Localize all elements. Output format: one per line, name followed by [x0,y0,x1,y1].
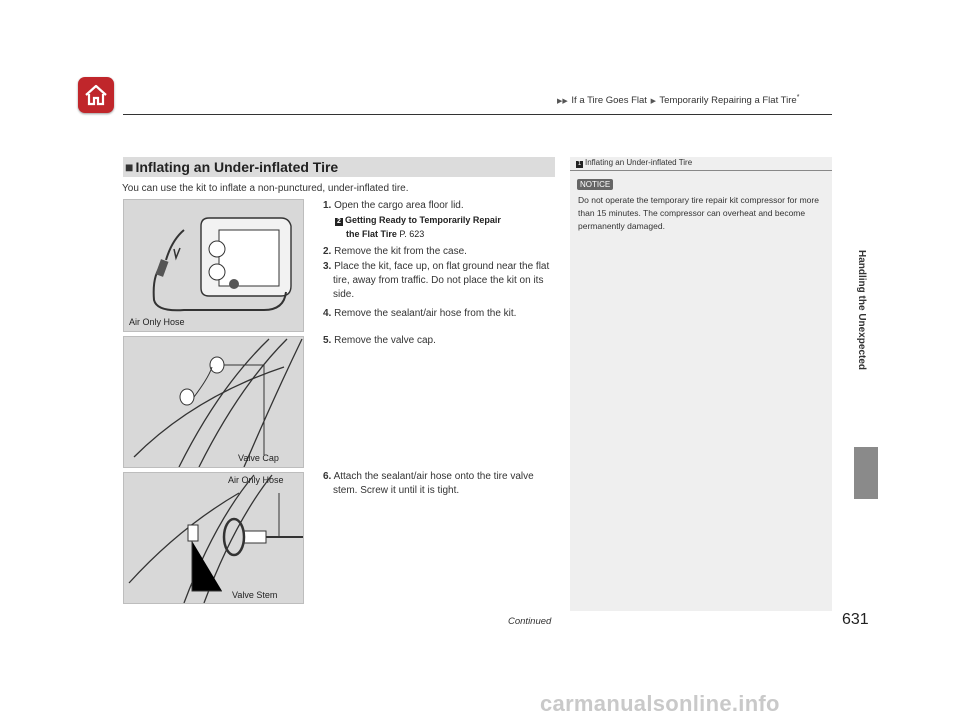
step-6: 6. Attach the sealant/air hose onto the tire valve stem. Screw it until it is tight. [323,471,534,496]
side-tab-marker [854,447,878,499]
step-5: 5. Remove the valve cap. [323,335,436,346]
step-1: 1. Open the cargo area floor lid. [323,200,464,211]
breadcrumb [556,94,799,106]
breadcrumb-item[interactable]: Temporarily Repairing a Flat Tire [659,95,797,107]
breadcrumb-asterisk: * [796,94,800,101]
label-valve-stem: Valve Stem [232,590,278,600]
cross-reference-link[interactable]: 2 Getting Ready to Temporarily Repair the Flat Tire P. 623 [335,213,501,241]
section-title: ■ Inflating an Under-inflated Tire [125,159,339,175]
square-bullet-icon: ■ [125,159,134,175]
side-tab-label: Handling the Unexpected [856,250,867,371]
illustration-kit-hose [123,199,304,332]
note-text: Do not operate the temporary tire repair kit compressor for more than 15 minutes. The compressor can overheat and become permanently damaged. [578,195,819,231]
notice-badge: NOTICE [577,179,613,190]
watermark: carmanualsonline.info [540,691,780,716]
illustration-valve-stem [123,472,304,604]
page-number: 631 [842,611,869,628]
label-air-only-hose-2: Air Only Hose [228,475,284,485]
intro-text: You can use the kit to inflate a non-punctured, under-inflated tire. [122,183,409,194]
step-4: 4. Remove the sealant/air hose from the kit. [323,308,517,319]
side-tab[interactable] [853,250,869,450]
continued-label: Continued [508,616,552,627]
breadcrumb-arrow-icon: ▶ [650,98,656,106]
home-button[interactable] [78,77,114,113]
header-divider [123,114,832,115]
note-title: 1 Inflating an Under-inflated Tire [577,158,693,167]
reference-icon: 1 [577,161,582,167]
label-valve-cap: Valve Cap [238,453,279,463]
label-air-only-hose: Air Only Hose [129,317,185,327]
step-2: 2. Remove the kit from the case. [323,246,467,257]
step-3: 3. Place the kit, face up, on flat ground near the flat tire, away from traffic. Do not place the kit on its side. [323,261,550,300]
note-divider [570,170,832,171]
breadcrumb-item[interactable]: If a Tire Goes Flat [571,95,647,107]
home-icon [84,83,108,107]
breadcrumb-arrow-icon: ▶▶ [557,98,568,106]
reference-icon: 2 [335,218,343,226]
illustration-valve-cap [123,336,304,468]
